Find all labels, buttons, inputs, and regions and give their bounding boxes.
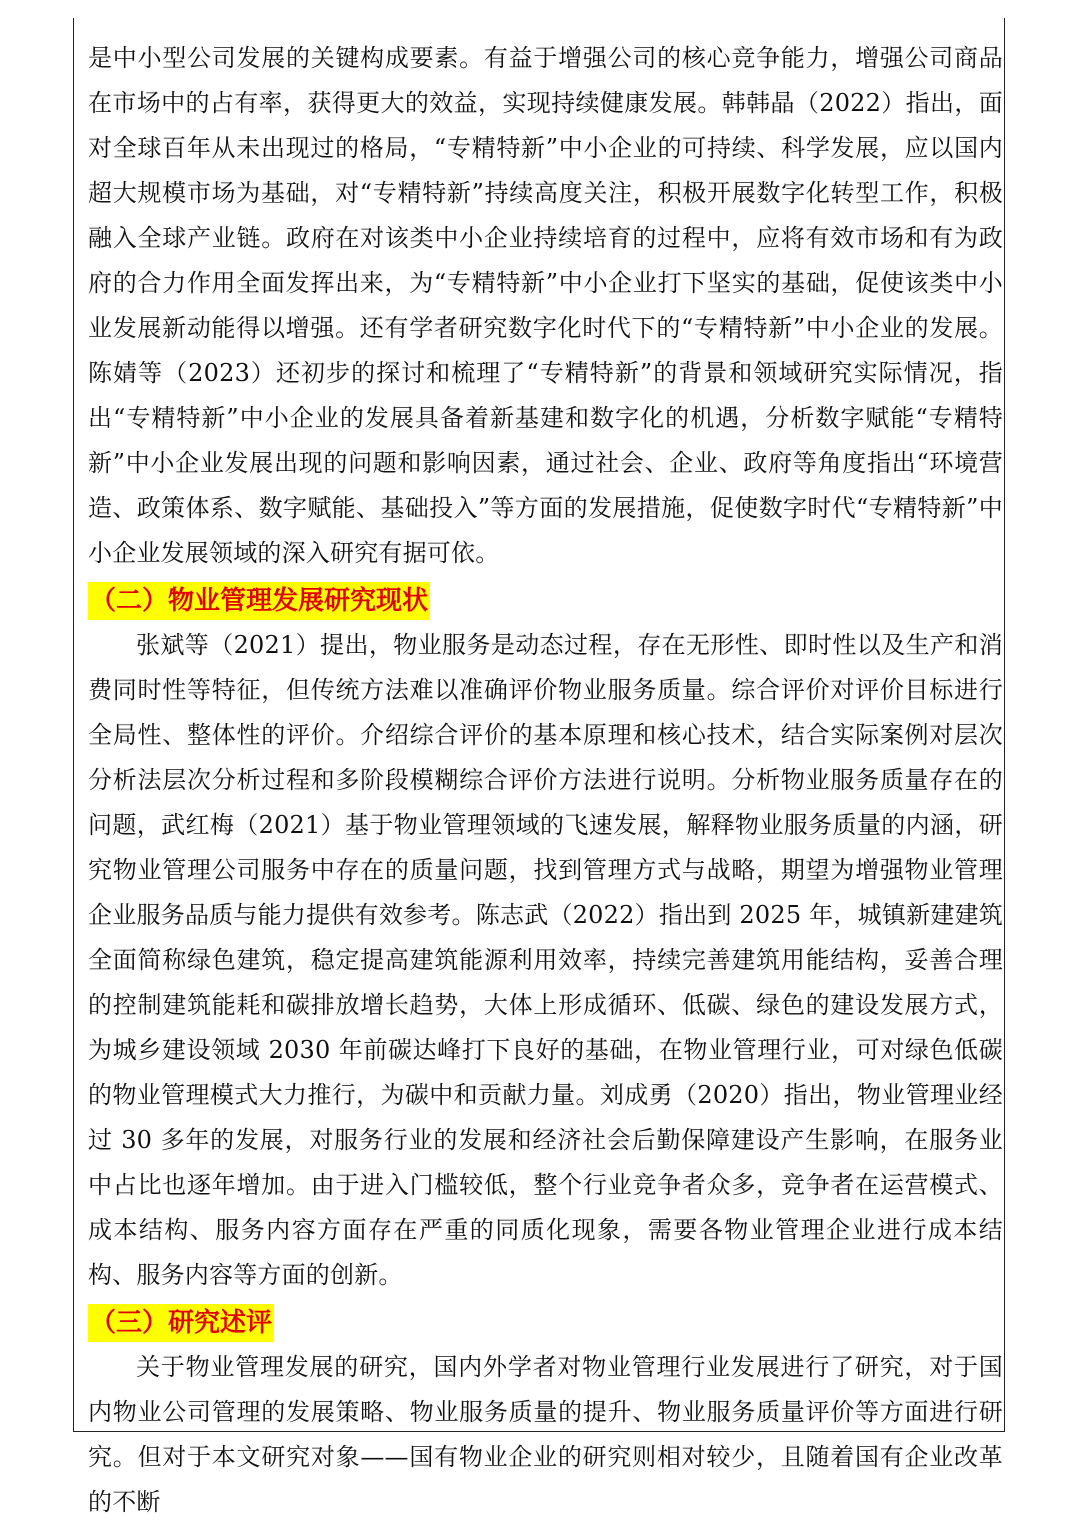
paragraph-continued: 是中小型公司发展的关键构成要素。有益于增强公司的核心竞争能力，增强公司商品在市场中的占有率，获得更大的效益，实现持续健康发展。韩韩晶（2022）指出，面对全球百年从未出现过的格局，“专精特新”中小企业的可持续、科学发展，应以国内超大规模市场为基础，对“专精特新”持续高度关注，积极开展数字化转型工作，积极融入全球产业链。政府在对该类中小企业持续培育的过程中，应将有效市场和有为政府的合力作用全面发挥出来，为“专精特新”中小企业打下坚实的基础，促使该类中小业发展新动能得以增强。还有学者研究数字化时代下的“专精特新”中小企业的发展。陈婧等（2023）还初步的探讨和梳理了“专精特新”的背景和领域研究实际情况，指出“专精特新”中小企业的发展具备着新基建和数字化的机遇，分析数字赋能“专精特新”中小企业发展出现的问题和影响因素，通过社会、企业、政府等角度指出“环境营造、政策体系、数字赋能、基础投入”等方面的发展措施，促使数字时代“专精特新”中小企业发展领域的深入研究有据可依。 xyxy=(88,44,1003,567)
paragraph-property-management-status: 张斌等（2021）提出，物业服务是动态过程，存在无形性、即时性以及生产和消费同时性等特征，但传统方法难以准确评价物业服务质量。综合评价对评价目标进行全局性、整体性的评价。介绍综合评价的基本原理和核心技术，结合实际案例对层次分析法层次分析过程和多阶段模糊综合评价方法进行说明。分析物业服务质量存在的问题，武红梅（2021）基于物业管理领域的飞速发展，解释物业服务质量的内涵，研究物业管理公司服务中存在的质量问题，找到管理方式与战略，期望为增强物业管理企业服务品质与能力提供有效参考。陈志武（2022）指出到 2025 年，城镇新建建筑全面简称绿色建筑，稳定提高建筑能源利用效率，持续完善建筑用能结构，妥善合理的控制建筑能耗和碳排放增长趋势，大体上形成循环、低碳、绿色的建设发展方式，为城乡建设领域 2030 年前碳达峰打下良好的基础，在物业管理行业，可对绿色低碳的物业管理模式大力推行，为碳中和贡献力量。刘成勇（2020）指出，物业管理业经过 30 多年的发展，对服务行业的发展和经济社会后勤保障建设产生影响，在服务业中占比也逐年增加。由于进入门槛较低，整个行业竞争者众多，竞争者在运营模式、成本结构、服务内容方面存在严重的同质化现象，需要各物业管理企业进行成本结构、服务内容等方面的创新。 xyxy=(88,631,1003,1289)
section-heading-two xyxy=(88,576,1003,623)
section-heading-three xyxy=(88,1298,1003,1345)
paragraph-research-review: 关于物业管理发展的研究，国内外学者对物业管理行业发展进行了研究，对于国内物业公司管理的发展策略、物业服务质量的提升、物业服务质量评价等方面进行研究。但对于本文研究对象——国有物业企业的研究则相对较少，且随着国有企业改革的不断 xyxy=(88,1353,1003,1516)
document-body xyxy=(88,36,1003,1516)
section-heading-three-label: （三）研究述评 xyxy=(88,1304,274,1342)
section-heading-two-label: （二）物业管理发展研究现状 xyxy=(88,582,430,620)
